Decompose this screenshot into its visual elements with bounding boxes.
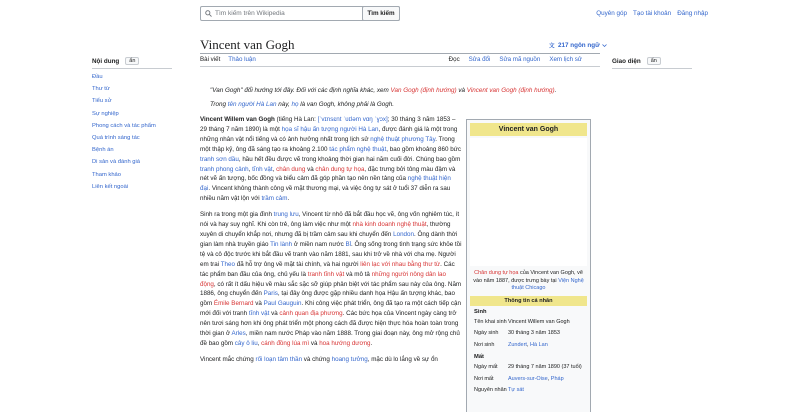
hatnote-text: này, [276, 101, 292, 108]
link-paul-gauguin[interactable]: Paul Gauguin [263, 300, 302, 308]
link-paris[interactable]: Paris [263, 290, 278, 298]
link-netherlands[interactable]: Hà Lan [530, 341, 548, 348]
hatnote-text: Trong [210, 101, 228, 108]
text: . Ông dành thời gian làm nhà truyền giáo [200, 230, 458, 248]
row-value [508, 376, 583, 384]
row-value: Vincent Willem van Gogh [508, 318, 570, 325]
infobox-section-personal: Thông tin cá nhân [470, 296, 587, 306]
caption-self-portrait-link[interactable]: Chân dung tự họa [474, 270, 519, 276]
link-depression[interactable]: trầm cảm [261, 195, 288, 203]
toc-item-medical[interactable]: Bệnh án [92, 147, 114, 154]
subject-name: Vincent Willem van Gogh [200, 116, 275, 123]
link-peasant-workers[interactable]: những người nông dân lao động [200, 270, 446, 288]
hatnote-text: và [456, 87, 467, 94]
text: đã hỗ trợ ông về mặt tài chính, và hai người [234, 260, 361, 268]
infobox-row [470, 362, 587, 374]
search-icon [205, 10, 212, 17]
link-letters[interactable]: liên lạc với nhau bằng thư từ [360, 260, 441, 268]
link-protestant[interactable]: Tin lành [270, 240, 293, 248]
text: Sinh ra trong một gia đình [200, 211, 274, 219]
row-value [508, 342, 583, 350]
infobox [466, 119, 591, 412]
row-value: 30 tháng 3 năm 1853 [508, 330, 560, 336]
text: , đặc trưng bởi tông màu đậm và nét vẽ ấn tượng, bốc đồng và biểu cảm đã góp phần tạo nên nền tảng của [200, 165, 456, 183]
infobox-row [470, 328, 587, 340]
text: , [248, 165, 253, 173]
text: , tại đây ông được gặp nhiều danh họa Hậu ấn tượng khác, bao gồm [200, 290, 455, 308]
appearance-hide-button[interactable]: ẩn [647, 57, 661, 65]
search-button[interactable]: Tìm kiếm [362, 6, 400, 21]
caption-text: của Vincent van Gogh, vẽ vào năm 1887, được trưng bày tại [473, 270, 583, 284]
tab-article[interactable]: Bài viết [200, 56, 220, 67]
text: , [257, 339, 262, 347]
search-placeholder: Tìm kiếm trên Wikipedia [215, 10, 285, 17]
link-oil-painting[interactable]: tranh sơn dầu [200, 155, 239, 163]
text: ở miền nam nước [292, 240, 346, 248]
table-of-contents [92, 57, 172, 196]
toc-item-references[interactable]: Tham khảo [92, 171, 121, 178]
toc-item-letters[interactable]: Thư từ [92, 86, 110, 93]
infobox-caption [470, 270, 587, 293]
toc-item-top[interactable]: Đầu [92, 74, 103, 80]
toc-item-creative-process[interactable]: Quá trình sáng tác [92, 134, 140, 141]
separator: , [547, 375, 551, 382]
text: . Các bức họa của Vincent ngày càng trở nên tươi sáng hơn khi ông phát triển một phong cách đã được hiện thực hóa hoàn toàn trong thời gian ở [200, 310, 459, 338]
infobox-group-birth: Sinh [474, 308, 487, 315]
link-auvers-sur-oise[interactable]: Auvers-sur-Oise [508, 375, 548, 382]
paragraph-illness [200, 355, 462, 365]
text: . Khi công việc phát triển, ông đã tạo ra một cách tiếp cận mới đối với tranh [200, 300, 461, 318]
row-label: Ngày sinh [474, 330, 499, 336]
text: và [309, 339, 320, 347]
article-body [200, 115, 462, 371]
row-label: Nguyên nhân [474, 387, 507, 393]
link-modern-art[interactable]: nghệ thuật hiện đại [200, 175, 451, 193]
infobox-row [470, 317, 587, 329]
link-zundert[interactable]: Zundert [508, 341, 527, 348]
toc-item-style[interactable]: Phong cách và tác phẩm [92, 122, 156, 129]
disambiguation-link-vincent[interactable]: Vincent van Gogh (định hướng) [466, 87, 555, 94]
language-icon [549, 42, 556, 49]
text: . [287, 195, 290, 203]
text: , được đánh giá là một trong những nhân vật nổi tiếng và có ảnh hưởng nhất trong lịch sử [200, 125, 458, 143]
text: và [305, 165, 316, 173]
row-value: 29 tháng 7 năm 1890 (37 tuổi) [508, 364, 582, 370]
link-self-portrait[interactable]: chân dung tự họa [315, 165, 365, 173]
toc-item-legacy[interactable]: Di sản và đánh giá [92, 159, 141, 166]
separator: , [526, 341, 531, 348]
link-theo[interactable]: Theo [220, 260, 235, 268]
infobox-group-death: Mất [474, 354, 484, 360]
link-landscape[interactable]: tranh phong cảnh [200, 165, 249, 173]
row-value [508, 387, 583, 395]
text: Vincent mắc chứng [200, 355, 256, 363]
text: . Trong một thập kỷ, ông đã sáng tạo ra khoảng 2.100 [200, 135, 455, 153]
hatnote-naming [210, 101, 394, 108]
infobox-row [470, 374, 587, 386]
link-still-life-paintings[interactable]: tranh tĩnh vật [307, 270, 345, 278]
link-france[interactable]: Pháp [550, 375, 564, 382]
tab-edit[interactable]: Sửa đổi [468, 56, 491, 63]
appearance-heading: Giao diện [612, 57, 641, 65]
link-dutch-post-impressionist[interactable]: họa sĩ hậu ấn tượng người Hà Lan [281, 125, 379, 133]
appearance-header [612, 57, 692, 69]
link-wheat-fields[interactable]: cánh đồng lúa mì [261, 339, 310, 347]
toc-item-career[interactable]: Sự nghiệp [92, 110, 119, 117]
link-artworks[interactable]: tác phẩm nghệ thuật [329, 145, 387, 153]
hatnote-text: . [554, 87, 557, 94]
link-still-life[interactable]: tĩnh vật [252, 165, 273, 173]
toc-item-external-links[interactable]: Liên kết ngoài [92, 183, 129, 190]
paragraph-intro [200, 115, 462, 204]
hatnote-text: "Van Gogh" đổi hướng tới đây. Đối với các định nghĩa khác, xem [210, 87, 391, 94]
tab-history[interactable]: Xem lịch sử [549, 56, 582, 63]
text: . Vincent không thành công về mặt thương mại, và việc ông tự sát ở tuổi 37 diễn ra sau nhiều năm vật lộn với [200, 185, 451, 203]
row-label: Nơi mất [474, 375, 494, 382]
link-portrait[interactable]: chân dung [276, 165, 306, 173]
text: và [269, 310, 280, 318]
user-links [596, 10, 708, 17]
text: , hầu hết đều được vẽ trong khoảng thời gian hai năm cuối đời. Chúng bao gồm [238, 155, 461, 163]
link-olive-trees[interactable]: cây ô liu [234, 339, 258, 347]
infobox-title: Vincent van Gogh [470, 123, 587, 136]
link-belgium[interactable]: Bỉ [345, 240, 352, 248]
create-account-link[interactable]: Tạo tài khoản [633, 10, 672, 17]
text: . Các tác phẩm ban đầu của ông, chủ yếu là [200, 260, 455, 278]
text: , có rất ít dấu hiệu về màu sắc sặc sỡ giúp phân biệt với tác phẩm sau này của ông. Năm 1886, ông chuyển đến [200, 280, 462, 298]
link-art-dealer[interactable]: nhà kinh doanh nghệ thuật [352, 221, 427, 229]
hatnote-text: là van Gogh, không phải là Gogh. [298, 101, 395, 108]
link-middle-class[interactable]: trung lưu [273, 211, 299, 219]
infobox-row [470, 385, 587, 397]
page-title: Vincent van Gogh [200, 37, 295, 52]
row-label: Nơi sinh [474, 341, 495, 348]
disambiguation-link-van-gogh[interactable]: Van Gogh (định hướng) [390, 87, 457, 94]
text: , bao gồm khoảng 860 bức [386, 145, 461, 153]
chevron-down-icon [602, 43, 607, 48]
text: (tiếng Hà Lan: [274, 116, 318, 123]
dutch-names-link[interactable]: tên người Hà Lan [227, 101, 277, 108]
toc-header [92, 57, 172, 69]
tab-edit-source[interactable]: Sửa mã nguồn [499, 56, 541, 63]
title-divider [200, 53, 600, 54]
link-local-landscape[interactable]: cảnh quan địa phương [279, 310, 343, 318]
text: và [253, 300, 264, 308]
login-link[interactable]: Đăng nhập [677, 10, 708, 17]
infobox-row [470, 340, 587, 352]
link-arles[interactable]: Arles [231, 330, 246, 338]
ipa-link[interactable]: [ˈvɪnsɛnt ˈʋɪləm vɑŋ ˈɣɔx] [317, 116, 388, 123]
language-count: 217 ngôn ngữ [558, 42, 600, 49]
language-button[interactable] [549, 42, 607, 49]
svg-text:文: 文 [549, 43, 555, 49]
link-sunflowers[interactable]: hoa hướng dương [319, 339, 371, 347]
row-label: Tên khai sinh [474, 318, 507, 325]
tabs-divider [200, 66, 600, 67]
text: và mô tả [344, 270, 372, 278]
row-label: Ngày mất [474, 364, 498, 370]
text: ; 30 tháng 3 năm 1853 – 29 tháng 7 năm 1890) là một [200, 116, 456, 133]
tab-talk[interactable]: Thảo luận [228, 56, 256, 63]
surname-link[interactable]: họ [291, 101, 299, 108]
caption-art-institute-link[interactable]: Viện Nghệ thuật Chicago [511, 277, 584, 291]
text: , miền nam nước Pháp vào năm 1888. Trong giai đoạn này, ông mở rộng chủ đề bao gồm [200, 330, 460, 347]
tab-read[interactable]: Đọc [449, 56, 460, 67]
text: , [272, 165, 277, 173]
hatnote-redirect [210, 87, 556, 94]
toc-item-biography[interactable]: Tiểu sử [92, 98, 112, 105]
link-london[interactable]: London [393, 230, 414, 238]
link-mental-disorder[interactable]: rối loạn tâm thần [255, 355, 303, 363]
text: , mặc dù lo lắng về sự ổn [367, 355, 438, 363]
paragraph-early-life [200, 210, 462, 349]
text: , Vincent từ nhỏ đã bắt đầu học vẽ, ông vốn nghiêm túc, ít nói và hay suy nghĩ. Khi còn trẻ, ông làm việc như một [200, 211, 460, 229]
text: . [370, 339, 373, 347]
text: . Ông sống trong tình trạng sức khỏe tồi tệ và cô độc trước khi bắt đầu vẽ tranh vào năm 1881, sau khi trở về nhà với cha mẹ. Người em trai [200, 240, 462, 268]
portrait-image[interactable] [470, 138, 587, 266]
link-still-life-2[interactable]: tĩnh vật [248, 310, 270, 318]
link-emile-bernard[interactable]: Émile Bernard [213, 300, 254, 308]
text: và chứng [302, 355, 332, 363]
text: , thường xuyên di chuyển khắp nơi, nhưng đã bị trầm cảm sau khi chuyển đến [200, 221, 451, 238]
link-suicide[interactable]: Tự sát [508, 387, 524, 393]
link-western-art[interactable]: nghệ thuật phương Tây [370, 135, 436, 143]
toc-heading: Nội dung [92, 57, 120, 65]
toc-hide-button[interactable]: ẩn [125, 57, 139, 65]
donate-link[interactable]: Quyên góp [596, 10, 628, 17]
link-paranoia[interactable]: hoang tưởng [331, 355, 368, 363]
